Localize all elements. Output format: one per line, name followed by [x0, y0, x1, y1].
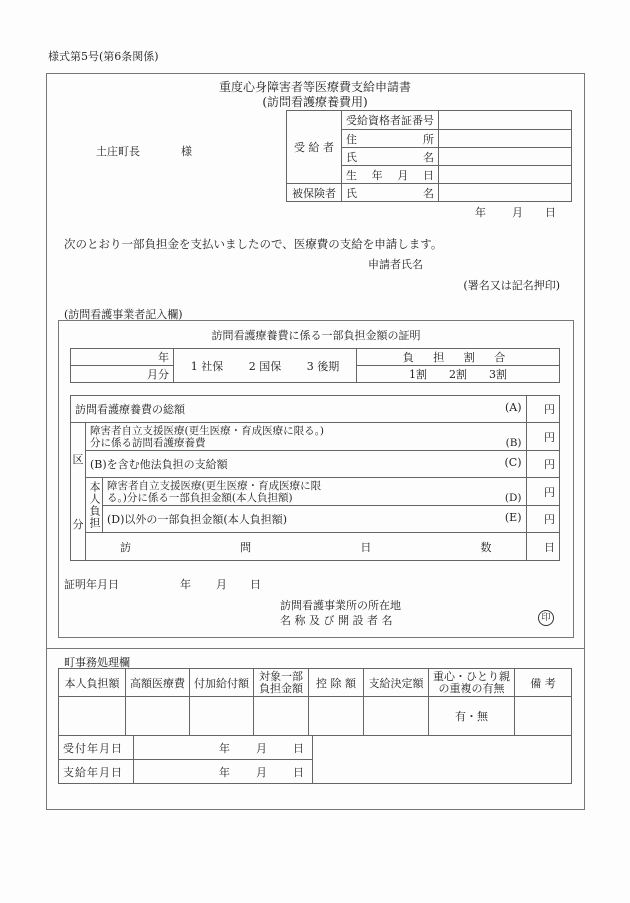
amount-b-field[interactable]: 円	[526, 423, 559, 451]
amount-d-field[interactable]: 円	[526, 478, 559, 506]
insured-name-label: 氏 名	[342, 184, 439, 202]
application-year: 年	[475, 206, 486, 219]
amount-row-c-label: (B)を含む他法負担の支給額 (C)	[86, 451, 527, 478]
burden-ratio-options[interactable]	[357, 366, 560, 383]
duplicate-options[interactable]: 有・無	[429, 697, 515, 736]
col-header-fuka: 付加給付額	[190, 669, 254, 697]
office-address-label: 訪問看護事業所の所在地	[280, 599, 401, 612]
fuka-field[interactable]	[190, 697, 254, 736]
form-title: 重度心身障害者等医療費支給申請書	[218, 80, 411, 94]
insured-group-label: 被保険者	[287, 184, 342, 202]
recipient-name-field[interactable]	[439, 148, 572, 166]
received-date-field[interactable]: 年 月 日	[134, 736, 313, 760]
insurance-option-kokuho[interactable]: 2 国保	[248, 359, 282, 373]
insurance-option-shaho[interactable]: 1 社保	[190, 359, 224, 373]
recipient-name-label: 氏 名	[342, 148, 439, 166]
insurance-option-kouki[interactable]: 3 後期	[306, 359, 340, 373]
applicant-name-label: 申請者氏名	[368, 258, 423, 271]
kougaku-field[interactable]	[126, 697, 190, 736]
certificate-title: 訪問看護療養費に係る一部負担金額の証明	[211, 329, 421, 342]
form-subtitle: (訪問看護療養費用)	[262, 95, 368, 109]
col-header-shikyu: 支給決定額	[364, 669, 429, 697]
amounts-table	[70, 395, 560, 561]
amount-a-field[interactable]: 円	[526, 396, 559, 423]
burden-ratio-3[interactable]: 3割	[489, 368, 507, 381]
visit-days-label: 訪 問 日 数	[86, 533, 527, 561]
seal-mark-icon: 印	[538, 610, 554, 626]
burden-ratio-1[interactable]: 1割	[409, 368, 427, 381]
addressee-honorific: 様	[181, 145, 192, 158]
signature-note: (署名又は記名押印)	[463, 279, 560, 292]
town-office-heading: 町事務処理欄	[64, 656, 130, 669]
town-office-dates-table	[58, 735, 572, 784]
amount-row-b-label: 障害者自立支援医療(更生医療・育成医療に限る。) 分に係る訪問看護療養費 (B)	[86, 423, 527, 451]
amount-row-d-label: 障害者自立支援医療(更生医療・育成医療に限 る。)分に係る一部負担金額(本人負担額) (D)	[103, 478, 527, 506]
col-header-biko: 備 考	[515, 669, 572, 697]
visit-days-field[interactable]: 日	[526, 533, 559, 561]
payment-date-field[interactable]: 年 月 日	[134, 760, 313, 784]
biko-field[interactable]	[515, 697, 572, 736]
provider-section-heading: (訪問看護事業者記入欄)	[64, 308, 183, 321]
col-header-kougaku: 高額医療費	[126, 669, 190, 697]
cert-number-field[interactable]	[439, 111, 572, 130]
address-field[interactable]	[439, 130, 572, 148]
period-year-label: 年	[71, 349, 174, 366]
form-number: 様式第5号(第6条関係)	[48, 50, 159, 63]
birthdate-field[interactable]	[439, 166, 572, 184]
period-month-label: 月分	[71, 366, 174, 383]
address-label: 住 所	[342, 130, 439, 148]
birthdate-label: 生 年 月 日	[342, 166, 439, 184]
taisho-field[interactable]	[254, 697, 309, 736]
period-table	[70, 348, 560, 383]
addressee-name: 土庄町長	[96, 145, 140, 158]
col-header-taisho: 対象一部 負担金額	[254, 669, 309, 697]
amount-row-a-label: 訪問看護療養費の総額 (A)	[71, 396, 527, 423]
burden-ratio-2[interactable]: 2割	[449, 368, 467, 381]
cert-date-label: 証明年月日	[64, 578, 119, 591]
amount-row-e-label: (D)以外の一部負担金額(本人負担額) (E)	[103, 506, 527, 533]
burden-ratio-label: 負 担 割 合	[357, 349, 560, 366]
insurance-type-options[interactable]	[174, 349, 357, 383]
payment-date-label: 支給年月日	[59, 760, 134, 784]
honnin-label: 本人負担	[86, 478, 103, 533]
town-office-table	[58, 668, 572, 736]
recipient-group-label: 受 給 者	[287, 111, 342, 184]
col-header-kojo: 控 除 額	[309, 669, 364, 697]
recipient-table	[286, 110, 572, 202]
honnin-amount-field[interactable]	[59, 697, 126, 736]
col-header-chofuku: 重心・ひとり親 の重複の有無	[429, 669, 515, 697]
received-date-label: 受付年月日	[59, 736, 134, 760]
insured-name-field[interactable]	[439, 184, 572, 202]
amount-c-field[interactable]: 円	[526, 451, 559, 478]
dates-blank-area	[313, 736, 572, 784]
application-day: 日	[545, 206, 556, 219]
amount-e-field[interactable]: 円	[526, 506, 559, 533]
cert-date-year: 年	[180, 578, 191, 591]
application-month: 月	[512, 206, 523, 219]
cert-date-day: 日	[250, 578, 261, 591]
frame-divider	[46, 648, 584, 649]
kojo-field[interactable]	[309, 697, 364, 736]
col-header-honnin: 本人負担額	[59, 669, 126, 697]
cert-number-label: 受給資格者証番号	[342, 111, 439, 130]
shikyu-field[interactable]	[364, 697, 429, 736]
office-name-label: 名 称 及 び 開 設 者 名	[280, 614, 393, 627]
cert-date-month: 月	[216, 578, 227, 591]
application-statement: 次のとおり一部負担金を支払いましたので、医療費の支給を申請します。	[64, 237, 443, 251]
kubun-label: 区 分	[71, 423, 86, 561]
